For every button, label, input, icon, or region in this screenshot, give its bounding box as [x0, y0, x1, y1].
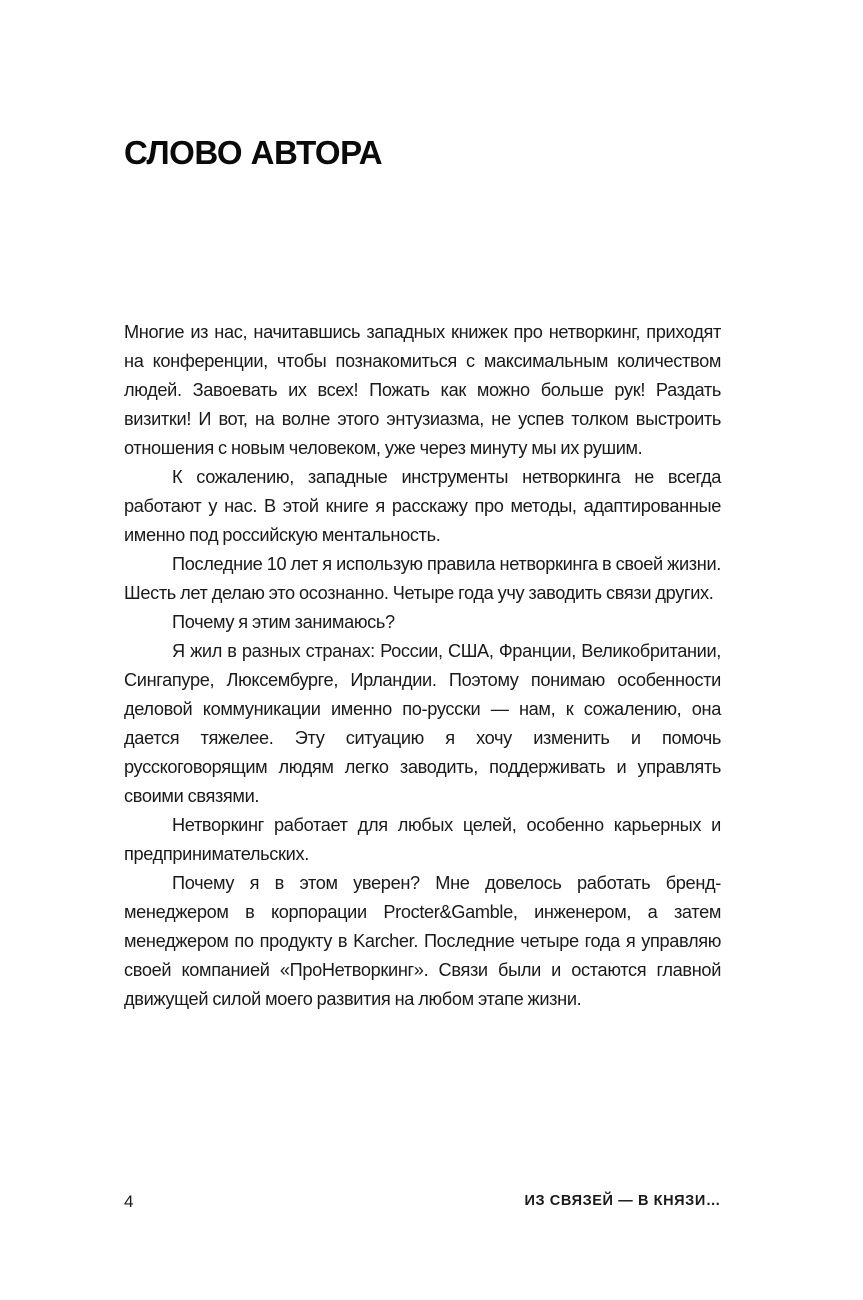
paragraph-countries: Я жил в разных странах: России, США, Франции, Великобритании, Сингапуре, Люксембурге, Ирландии. Поэтому понимаю особенности деловой коммуникации именно по-русски — нам, к сожалению, она дается тяжелее. Эту ситуацию я хочу изменить и помочь русскоговорящим людям легко заводить, поддерживать и управлять своими связями.: [124, 641, 721, 806]
paragraph-intro: Многие из нас, начитавшись западных книжек про нетворкинг, приходят на конференции, чтобы познакомиться с максимальным количеством людей. Завоевать их всех! Пожать как можно больше рук! Раздать визитки! И вот, на волне этого энтузиазма, не успев толком выстроить отношения с новым человеком, уже через минуту мы их рушим.: [124, 322, 721, 458]
page-number: 4: [124, 1192, 134, 1211]
paragraph-career: Почему я в этом уверен? Мне довелось работать бренд-менеджером в корпорации Procter&Gamble, инженером, а затем менеджером по продукту в Karcher. Последние четыре года я управляю своей компанией «ПроНетворкинг». Связи были и остаются главной движущей силой моего развития на любом этапе жизни.: [124, 873, 721, 1009]
page-footer: [124, 1192, 721, 1216]
running-head: ИЗ СВЯЗЕЙ — В КНЯЗИ…: [524, 1193, 721, 1209]
paragraph-why-question: Почему я этим занимаюсь?: [172, 612, 395, 632]
paragraph-ten-years: Последние 10 лет я использую правила нетворкинга в своей жизни. Шесть лет делаю это осознанно. Четыре года учу заводить связи других.: [124, 554, 721, 603]
paragraph-goals: Нетворкинг работает для любых целей, особенно карьерных и предпринимательских.: [124, 815, 721, 864]
chapter-title: СЛОВО АВТОРА: [124, 134, 383, 171]
paragraph-western-tools: К сожалению, западные инструменты нетворкинга не всегда работают у нас. В этой книге я расскажу про методы, адаптированные именно под российскую ментальность.: [124, 467, 721, 545]
body-text: [124, 318, 721, 1014]
